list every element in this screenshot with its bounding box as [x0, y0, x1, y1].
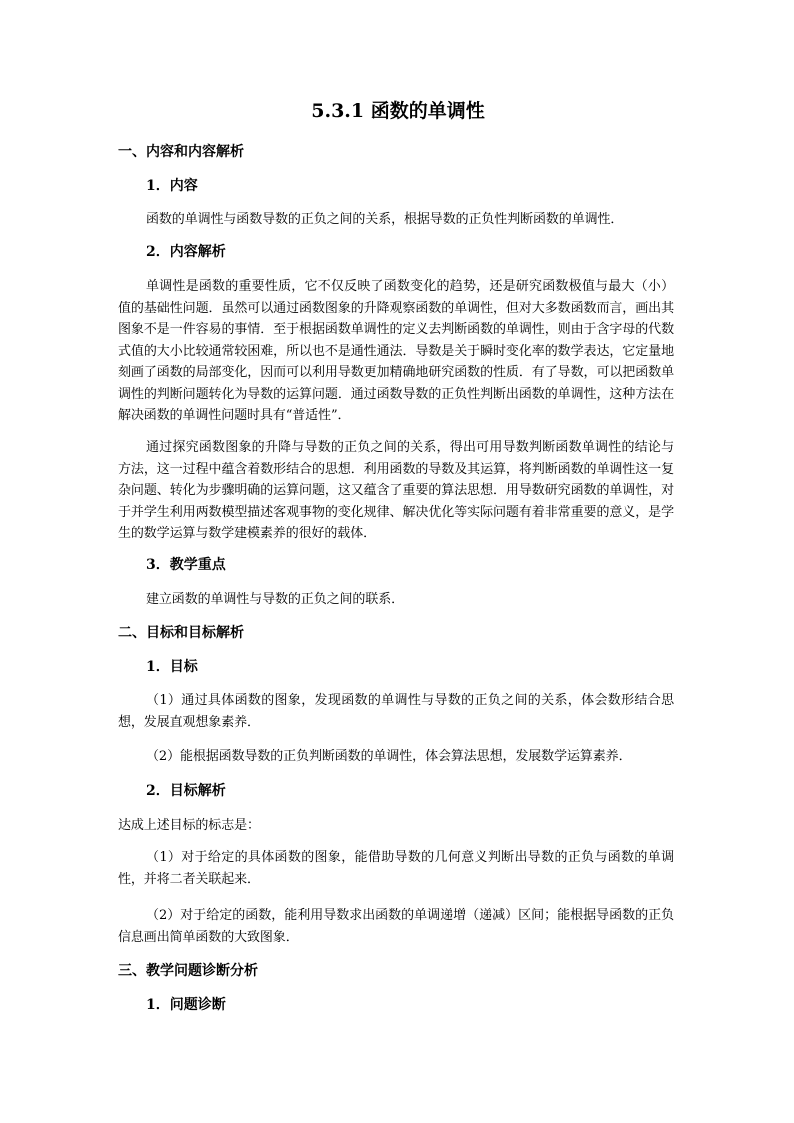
paragraph-content-analysis-1: 单调性是函数的重要性质，它不仅反映了函数变化的趋势，还是研究函数极值与最大（小）值的基础性问题．虽然可以通过函数图象的升降观察函数的单调性，但对大多数函数而言，画出其图象不是一件容易的事情．至于根据函数单调性的定义去判断函数的单调性，则由于含字母的代数式值的大小比较通常较困难，所以也不是通性通法．导数是关于瞬时变化率的数学表达，它定量地刻画了函数的局部变化，因而可以利用导数更加精确地研究函数的性质．有了导数，可以把函数单调性的判断问题转化为导数的运算问题．通过函数导数的正负性判断出函数的单调性，这种方法在解决函数的单调性问题时具有“普适性”． — [118, 279, 674, 423]
subsection-heading-content-analysis: 2．内容解析 — [146, 244, 226, 260]
paragraph-teaching-focus: 建立函数的单调性与导数的正负之间的联系． — [146, 592, 405, 607]
subsection-heading-goal-analysis: 2．目标解析 — [146, 783, 226, 799]
section-heading-2: 二、目标和目标解析 — [118, 625, 244, 641]
section-heading-1: 一、内容和内容解析 — [118, 144, 244, 160]
paragraph-goal-1: （1）通过具体函数的图象，发现函数的单调性与导数的正负之间的关系，体会数形结合思想，发展直观想象素养． — [118, 693, 674, 730]
document-page — [118, 0, 678, 1123]
subsection-heading-goals: 1．目标 — [146, 659, 198, 675]
section-heading-3: 三、教学问题诊断分析 — [118, 963, 258, 979]
paragraph-content-analysis-2: 通过探究函数图象的升降与导数的正负之间的关系，得出可用导数判断函数单调性的结论与方法，这一过程中蕴含着数形结合的思想．利用函数的导数及其运算，将判断函数的单调性这一复杂问题、转化为步骤明确的运算问题，这又蕴含了重要的算法思想．用导数研究函数的单调性，对于并学生利用两数模型描述客观事物的变化规律、解决优化等实际问题有着非常重要的意义，是学生的数学运算与数学建模素养的很好的载体． — [118, 440, 674, 541]
paragraph-goal-analysis-intro: 达成上述目标的标志是： — [118, 818, 260, 833]
paragraph-goal-2: （2）能根据函数导数的正负判断函数的单调性，体会算法思想，发展数学运算素养． — [146, 749, 632, 764]
subsection-heading-teaching-focus: 3．教学重点 — [146, 557, 226, 573]
paragraph-goal-analysis-2: （2）对于给定的函数，能利用导数求出函数的单调递增（递减）区间；能根据导函数的正负信息画出简单函数的大致图象． — [118, 908, 674, 945]
subsection-heading-problem-diagnosis: 1．问题诊断 — [146, 997, 226, 1013]
paragraph-content: 函数的单调性与函数导数的正负之间的关系，根据导数的正负性判断函数的单调性． — [146, 212, 624, 227]
paragraph-goal-analysis-1: （1）对于给定的具体函数的图象，能借助导数的几何意义判断出导数的正负与函数的单调性，并将二者关联起来． — [118, 850, 674, 887]
subsection-heading-content: 1．内容 — [146, 178, 198, 194]
page-title: 5.3.1 函数的单调性 — [311, 100, 485, 122]
